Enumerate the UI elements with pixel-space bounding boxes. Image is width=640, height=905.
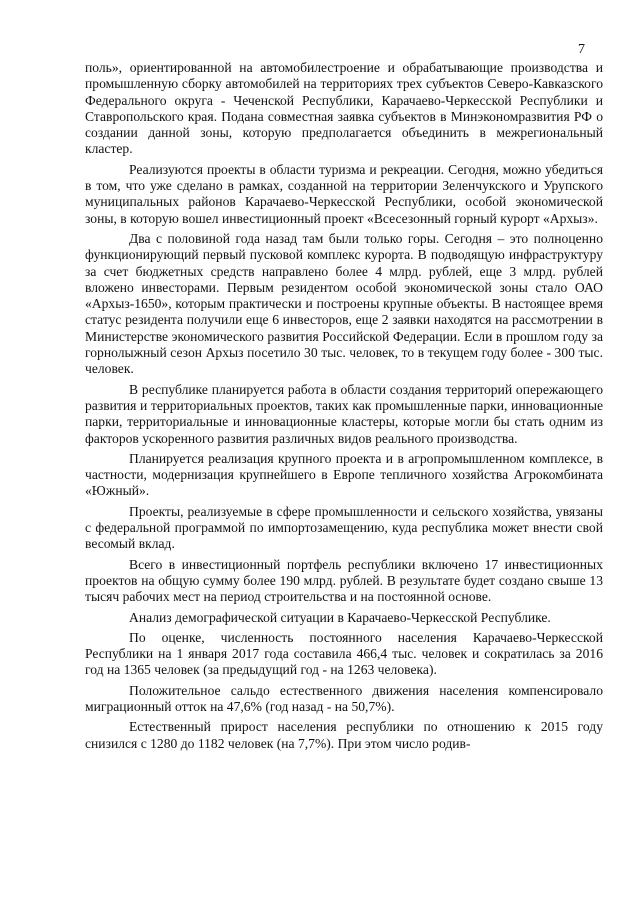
paragraph: Планируется реализация крупного проекта и в агропромышленном комплексе, в частности, модернизация крупнейшего в Европе тепличного хозяйства Агрокомбината «Южный». (85, 450, 603, 499)
section-heading: Анализ демографической ситуации в Карачаево-Черкесской Республике. (129, 609, 551, 625)
paragraph: Положительное сальдо естественного движения населения компенсировало миграционный отток на 47,6% (год назад - на 50,7%). (85, 682, 603, 714)
paragraph: Естественный прирост населения республики по отношению к 2015 году снизился с 1280 до 1182 человек (на 7,7%). При этом число родив- (85, 719, 603, 751)
paragraph: Всего в инвестиционный портфель республики включено 17 инвестиционных проектов на общую сумму более 190 млрд. рублей. В результате будет создано свыше 13 тысяч рабочих мест на период строительства и на постоянной основе. (85, 556, 603, 605)
paragraph: Проекты, реализуемые в сфере промышленности и сельского хозяйства, увязаны с федеральной программой по импортозамещению, куда республика может внести свой весомый вклад. (85, 503, 603, 552)
paragraph: поль», ориентированной на автомобилестроение и обрабатывающие производства и промышленную сборку автомобилей на территориях трех субъектов Северо-Кавказского Федерального округа - Чеченской Республики, Карачаево-Черкесской Республики и Ставропольского края. Подана совместная заявка субъектов в Минэкономразвития РФ о создании данной зоны, которую предполагается объединить в межрегиональный кластер. (85, 60, 603, 157)
body-text (85, 60, 603, 756)
paragraph: Два с половиной года назад там были только горы. Сегодня – это полноценно функционирующий первый пусковой комплекс курорта. В подводящую инфраструктуру за счет бюджетных средств направлено более 4 млрд. рублей, еще 3 млрд. рублей вложено инвесторами. Первым резидентом особой экономической зоны стало ОАО «Архыз-1650», которым практически и построены крупные объекты. В настоящее время статус резидента получили еще 6 инвесторов, еще 2 заявки находятся на рассмотрении в Министерстве экономического развития Российской Федерации. Если в прошлом году за горнолыжный сезон Архыз посетило 30 тыс. человек, то в текущем году более - 300 тыс. человек. (85, 230, 603, 377)
paragraph: По оценке, численность постоянного населения Карачаево-Черкесской Республики на 1 января 2017 года составила 466,4 тыс. человек и сократилась за 2016 год на 1365 человек (за предыдущий год - на 1263 человека). (85, 629, 603, 678)
page-number: 7 (578, 42, 585, 57)
paragraph: Реализуются проекты в области туризма и рекреации. Сегодня, можно убедиться в том, что уже сделано в рамках, созданной на территории Зеленчукского и Урупского муниципальных районов Карачаево-Черкесской Республики, особой экономической зоны, в которую вошел инвестиционный проект «Всесезонный горный курорт «Архыз». (85, 161, 603, 226)
paragraph: В республике планируется работа в области создания территорий опережающего развития и территориальных проектов, таких как промышленные парки, инновационные парки, территориальные и инновационные кластеры, которые могли бы стать одним из факторов ускоренного развития различных видов реального производства. (85, 381, 603, 446)
